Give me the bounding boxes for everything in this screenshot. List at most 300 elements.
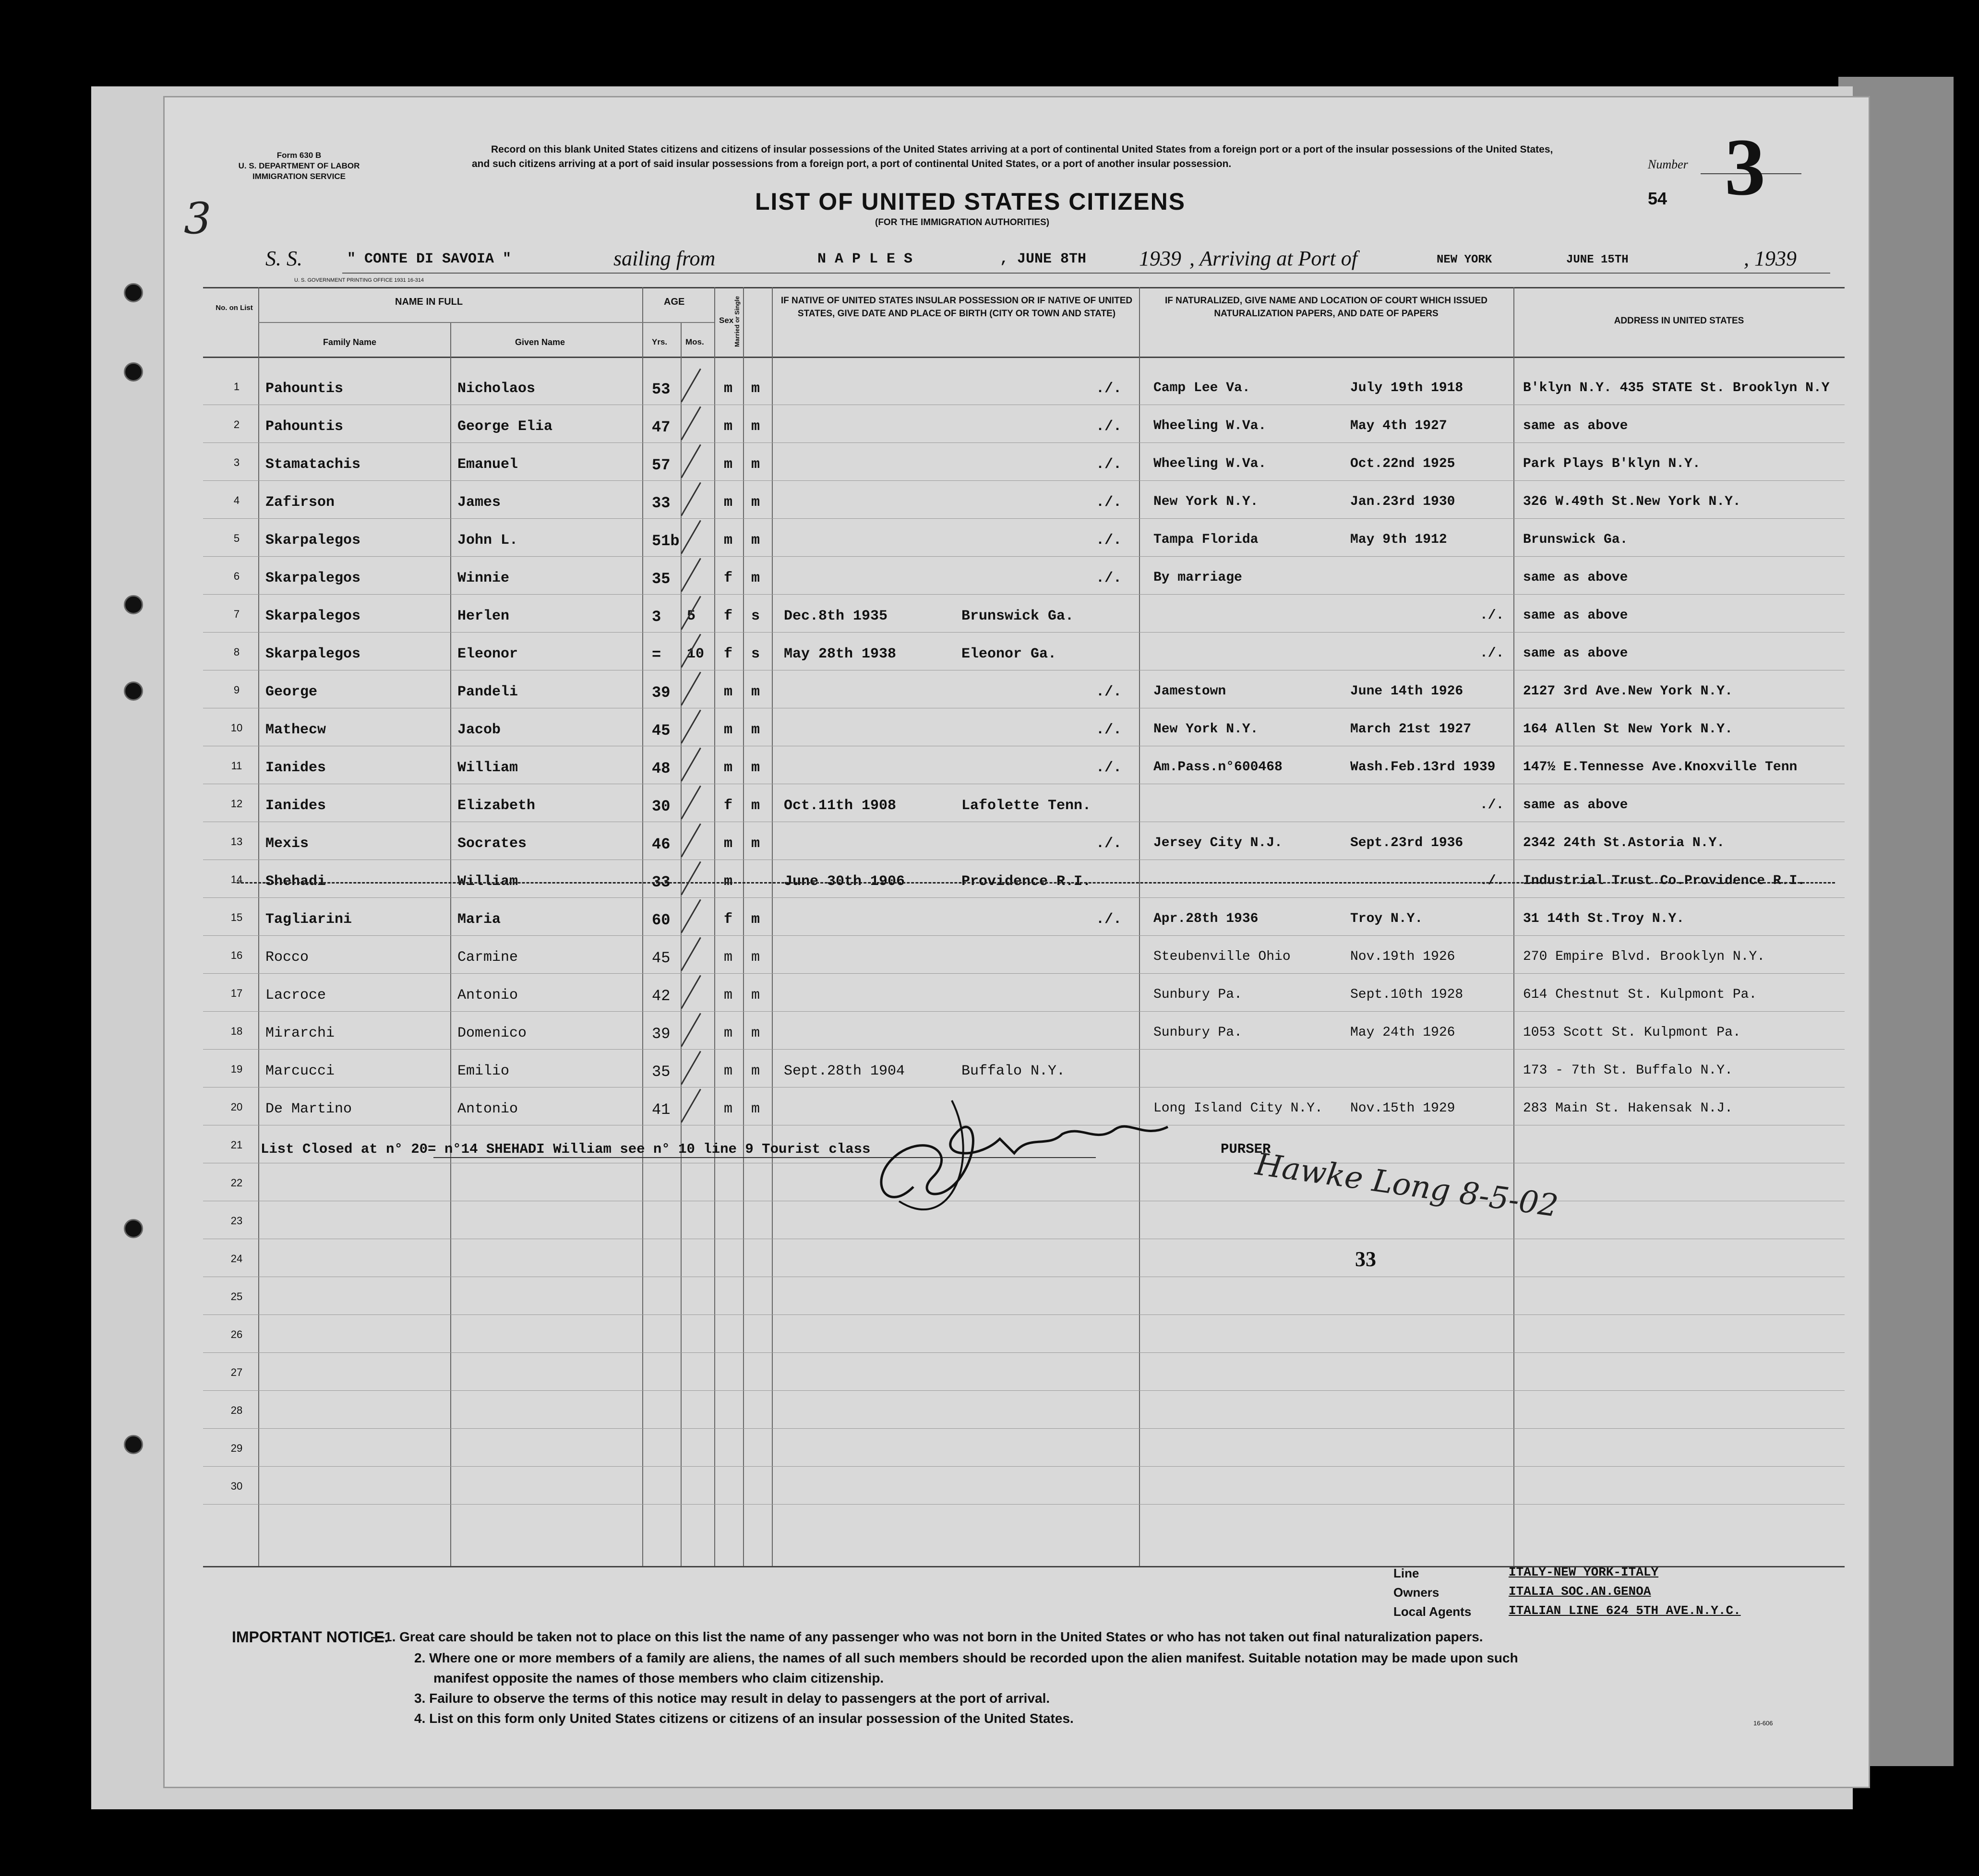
naturalization-court: New York N.Y. [1153, 722, 1259, 737]
margin-handwritten-number: 3 [184, 193, 212, 244]
family-name: Mexis [265, 836, 309, 852]
department-name: U. S. DEPARTMENT OF LABOR [238, 161, 360, 170]
row-rule [203, 1428, 1845, 1429]
marital-status: m [751, 722, 760, 738]
naturalization-date: Nov.15th 1929 [1350, 1101, 1455, 1116]
row-rule [203, 1504, 1845, 1505]
sex: m [724, 1063, 733, 1079]
check-mark [681, 406, 701, 441]
marital-status: m [751, 987, 760, 1004]
marital-status: m [751, 456, 760, 473]
binder-hole [124, 681, 143, 701]
table-header-border [203, 357, 1845, 358]
row-number: 17 [230, 987, 243, 999]
owners-label: Owners [1393, 1585, 1439, 1600]
table-top-border [203, 287, 1845, 288]
check-mark [681, 937, 701, 971]
birth-place: ./. [1096, 722, 1122, 738]
naturalization-court: Sunbury Pa. [1153, 1025, 1242, 1040]
us-address: Brunswick Ga. [1523, 532, 1628, 547]
row-number: 10 [230, 722, 243, 734]
given-name: James [457, 494, 501, 511]
family-name: Marcucci [265, 1063, 335, 1079]
check-mark [681, 748, 701, 782]
us-address: same as above [1523, 798, 1628, 813]
page-number-stamp: 33 [1355, 1247, 1376, 1271]
row-number: 12 [230, 798, 243, 810]
ship-name: " CONTE DI SAVOIA " [347, 251, 512, 267]
sex: m [724, 418, 733, 435]
given-name: William [457, 873, 518, 890]
age-years: 42 [652, 987, 671, 1005]
sex: m [724, 987, 733, 1004]
check-mark [681, 975, 701, 1009]
naturalization-date: Troy N.Y. [1350, 911, 1423, 926]
col-divider [258, 287, 259, 1566]
sailing-year: 1939 [1139, 247, 1181, 270]
owners-value: ITALIA SOC.AN.GENOA [1509, 1584, 1651, 1599]
age-years: 46 [652, 836, 671, 853]
col-given-name: Given Name [515, 337, 565, 347]
notice-item-2-cont: manifest opposite the names of those members who claim citizenship. [433, 1671, 884, 1685]
marital-status: m [751, 1025, 760, 1041]
marital-status: m [751, 381, 760, 397]
col-sex: Sex [719, 316, 734, 325]
row-rule [203, 1011, 1845, 1012]
family-name: Rocco [265, 949, 309, 966]
signature-stroke [881, 1126, 1168, 1197]
voyage-underline [342, 273, 1830, 274]
purser-label: PURSER [1221, 1141, 1271, 1157]
birth-place: ./. [1096, 381, 1122, 397]
sex: m [724, 456, 733, 473]
given-name: John L. [457, 532, 518, 549]
naturalization-date: Jan.23rd 1930 [1350, 494, 1455, 509]
stamp-number: 54 [1648, 189, 1667, 208]
marital-status: m [751, 418, 760, 435]
birth-place: Brunswick Ga. [961, 608, 1074, 624]
family-name: Skarpalegos [265, 608, 361, 624]
row-rule [203, 973, 1845, 974]
birth-place: Eleonor Ga. [961, 646, 1057, 662]
row-number: 15 [230, 911, 243, 923]
closing-note: List Closed at n° 20= n°14 SHEHADI William see n° 10 line 9 Tourist class [261, 1141, 871, 1157]
col-address: ADDRESS IN UNITED STATES [1614, 316, 1744, 326]
check-mark [681, 369, 701, 403]
us-address: same as above [1523, 418, 1628, 433]
sex: f [724, 646, 733, 662]
birth-date: Oct.11th 1908 [784, 798, 897, 814]
agents-label: Local Agents [1393, 1604, 1472, 1619]
family-name: Skarpalegos [265, 532, 361, 549]
check-mark [681, 596, 701, 630]
naturalization-date: June 14th 1926 [1350, 684, 1463, 699]
row-rule [203, 897, 1845, 898]
purser-signature [856, 1081, 1201, 1235]
us-address: 283 Main St. Hakensak N.J. [1523, 1101, 1733, 1116]
naturalization-court: ./. [1480, 608, 1504, 623]
row-number: 14 [230, 873, 243, 885]
printing-note: U. S. GOVERNMENT PRINTING OFFICE 1931 16-314 [294, 277, 424, 283]
binder-hole [124, 595, 143, 614]
form-id [208, 150, 390, 182]
empty-row-number: 28 [230, 1404, 243, 1416]
naturalization-court: Steubenville Ohio [1153, 949, 1291, 964]
row-number: 1 [233, 381, 240, 393]
us-address: 164 Allen St New York N.Y. [1523, 722, 1733, 737]
row-number: 16 [230, 949, 243, 961]
age-years: 30 [652, 798, 671, 815]
row-rule [203, 1314, 1845, 1315]
naturalization-court: Wheeling W.Va. [1153, 418, 1267, 433]
given-name: Antonio [457, 1101, 518, 1117]
marital-status: m [751, 532, 760, 549]
sex: m [724, 760, 733, 776]
family-name: Skarpalegos [265, 570, 361, 586]
sex: f [724, 570, 733, 586]
row-number: 20 [230, 1101, 243, 1113]
row-number: 13 [230, 836, 243, 848]
page-subtitle: (FOR THE IMMIGRATION AUTHORITIES) [875, 217, 1050, 227]
marital-status: m [751, 836, 760, 852]
empty-row-number: 26 [230, 1328, 243, 1340]
given-name: Nicholaos [457, 381, 536, 397]
col-name-in-full: NAME IN FULL [395, 297, 463, 307]
arriving-label: , Arriving at Port of [1189, 247, 1357, 270]
col-divider [450, 323, 451, 1566]
sex: m [724, 949, 733, 966]
birth-place: ./. [1096, 911, 1122, 928]
birth-date: Dec.8th 1935 [784, 608, 888, 624]
age-years: 45 [652, 949, 671, 967]
col-divider [714, 287, 715, 1566]
check-mark [681, 861, 701, 896]
age-years: 41 [652, 1101, 671, 1119]
service-name: IMMIGRATION SERVICE [252, 172, 346, 181]
given-name: Maria [457, 911, 501, 928]
naturalization-date: Wash.Feb.13rd 1939 [1350, 760, 1496, 775]
family-name: Mirarchi [265, 1025, 335, 1041]
col-naturalized: IF NATURALIZED, GIVE NAME AND LOCATION OF COURT WHICH ISSUED NATURALIZATION PAPERS, AND DATE OF PAPERS [1164, 296, 1487, 319]
sex: f [724, 608, 733, 624]
check-mark [681, 1051, 701, 1085]
given-name: Winnie [457, 570, 510, 586]
family-name: Stamatachis [265, 456, 361, 473]
naturalization-date: May 4th 1927 [1350, 418, 1447, 433]
birth-place: Providence R.I. [961, 873, 1091, 890]
age-years: 35 [652, 570, 671, 588]
col-divider [772, 287, 773, 1566]
age-months: 5 [687, 608, 696, 624]
age-years: 51b [652, 532, 680, 550]
us-address: 147½ E.Tennesse Ave.Knoxville Tenn [1523, 760, 1798, 775]
col-mos: Mos. [685, 337, 704, 347]
sex: m [724, 381, 733, 397]
given-name: William [457, 760, 518, 776]
family-name: George [265, 684, 318, 700]
page-title: LIST OF UNITED STATES CITIZENS [755, 188, 1186, 215]
row-rule [203, 442, 1845, 443]
row-number: 3 [233, 456, 240, 468]
age-years: 60 [652, 911, 671, 929]
row-number: 18 [230, 1025, 243, 1037]
age-months: 10 [687, 646, 705, 662]
age-years: 48 [652, 760, 671, 777]
us-address: 2342 24th St.Astoria N.Y. [1523, 836, 1725, 850]
notice-item-3: 3. Failure to observe the terms of this notice may result in delay to passengers at the port of arrival. [414, 1691, 1050, 1706]
row-number: 6 [233, 570, 240, 582]
naturalization-court: ./. [1480, 798, 1504, 813]
us-address: 31 14th St.Troy N.Y. [1523, 911, 1685, 926]
birth-place: ./. [1096, 418, 1122, 435]
birth-place: ./. [1096, 684, 1122, 700]
voyage-line [265, 246, 302, 271]
age-years: = [652, 646, 661, 664]
col-native-birth: IF NATIVE OF UNITED STATES INSULAR POSSESSION OR IF NATIVE OF UNITED STATES, GIVE DATE AND PLACE OF BIRTH (CITY OR TOWN AND STATE) [780, 296, 1133, 319]
row-number: 7 [233, 608, 240, 620]
empty-row-number: 23 [230, 1215, 243, 1227]
notice-item-4: 4. List on this form only United States citizens or citizens of an insular possession of the United States. [414, 1711, 1074, 1726]
col-divider [642, 287, 643, 1566]
sex: m [724, 722, 733, 738]
age-years: 35 [652, 1063, 671, 1081]
age-years: 57 [652, 456, 671, 474]
naturalization-court: ./. [1480, 646, 1504, 661]
marital-status: m [751, 1063, 760, 1079]
naturalization-court: Sunbury Pa. [1153, 987, 1242, 1002]
given-name: Emanuel [457, 456, 518, 473]
sex: m [724, 1101, 733, 1117]
sex: m [724, 684, 733, 700]
given-name: Socrates [457, 836, 527, 852]
row-number: 5 [233, 532, 240, 544]
check-mark [681, 672, 701, 706]
age-years: 33 [652, 873, 671, 891]
age-years: 47 [652, 418, 671, 436]
family-name: Pahountis [265, 381, 344, 397]
list-number: 3 [1725, 122, 1765, 212]
check-mark [681, 482, 701, 516]
naturalization-court: By marriage [1153, 570, 1242, 585]
col-divider [743, 287, 744, 1566]
birth-date: May 28th 1938 [784, 646, 897, 662]
birth-place: ./. [1096, 836, 1122, 852]
col-divider [1139, 287, 1140, 1566]
sex: f [724, 911, 733, 928]
given-name: George Elia [457, 418, 553, 435]
sex: m [724, 1025, 733, 1041]
birth-place: ./. [1096, 570, 1122, 586]
us-address: 270 Empire Blvd. Brooklyn N.Y. [1523, 949, 1765, 964]
us-address: 614 Chestnut St. Kulpmont Pa. [1523, 987, 1757, 1002]
sex: m [724, 873, 733, 890]
naturalization-court: Apr.28th 1936 [1153, 911, 1259, 926]
binder-hole [124, 283, 143, 302]
naturalization-court: Jersey City N.J. [1153, 836, 1283, 850]
agents-value: ITALIAN LINE 624 5TH AVE.N.Y.C. [1509, 1603, 1741, 1618]
naturalization-date: May 9th 1912 [1350, 532, 1447, 547]
naturalization-court: Long Island City N.Y. [1153, 1101, 1323, 1116]
row-rule [203, 632, 1845, 633]
binder-hole [124, 1219, 143, 1238]
given-name: Pandeli [457, 684, 518, 700]
naturalization-court: ./. [1480, 873, 1504, 888]
row-number: 19 [230, 1063, 243, 1075]
sailing-port: N A P L E S [817, 251, 913, 267]
empty-row-number: 30 [230, 1480, 243, 1492]
us-address: 326 W.49th St.New York N.Y. [1523, 494, 1741, 509]
arrival-date: JUNE 15TH [1566, 253, 1629, 266]
row-rule [203, 594, 1845, 595]
col-family-name: Family Name [323, 337, 377, 347]
family-name: Tagliarini [265, 911, 352, 928]
col-married-single: Married or Single [733, 296, 741, 347]
check-mark [681, 520, 701, 554]
age-years: 45 [652, 722, 671, 740]
row-rule [203, 935, 1845, 936]
row-rule [203, 556, 1845, 557]
subheader-rule [258, 322, 714, 323]
marital-status: m [751, 949, 760, 966]
age-years: 3 [652, 608, 661, 626]
given-name: Jacob [457, 722, 501, 738]
empty-row-number: 24 [230, 1253, 243, 1265]
birth-place: ./. [1096, 760, 1122, 776]
empty-row-number: 21 [230, 1139, 243, 1151]
age-years: 33 [652, 494, 671, 512]
us-address: 173 - 7th St. Buffalo N.Y. [1523, 1063, 1733, 1078]
naturalization-date: Sept.23rd 1936 [1350, 836, 1463, 850]
age-years: 39 [652, 1025, 671, 1043]
empty-row-number: 29 [230, 1442, 243, 1454]
given-name: Eleonor [457, 646, 518, 662]
check-mark [681, 899, 701, 933]
sex: m [724, 494, 733, 511]
sailing-date: , JUNE 8TH [1000, 251, 1087, 267]
sex: f [724, 798, 733, 814]
strike-through [237, 882, 1835, 884]
us-address: 2127 3rd Ave.New York N.Y. [1523, 684, 1733, 699]
family-name: Mathecw [265, 722, 326, 738]
us-address: Industrial Trust Co.Providence R.I. [1523, 873, 1806, 888]
given-name: Carmine [457, 949, 518, 966]
family-name: De Martino [265, 1101, 352, 1117]
empty-row-number: 25 [230, 1290, 243, 1302]
row-rule [203, 1466, 1845, 1467]
notice-item-1: —1. Great care should be taken not to place on this list the name of any passenger who was not born in the United States or who has not taken out final naturalization papers. [371, 1629, 1483, 1644]
col-age: AGE [664, 297, 685, 307]
marital-status: m [751, 760, 760, 776]
col-divider [681, 323, 682, 1566]
marital-status: s [751, 608, 760, 624]
manifest-sheet [163, 96, 1870, 1788]
col-divider [1513, 287, 1514, 1566]
check-mark [681, 1013, 701, 1047]
check-mark [681, 710, 701, 744]
binder-hole [124, 362, 143, 382]
birth-place: Lafolette Tenn. [961, 798, 1091, 814]
record-notice: Record on this blank United States citizens and citizens of insular possessions of the United States arriving at a port of continental United States from a foreign port or a port of the insular possessions of the United States, and such citizens arriving at a port of said insular possessions from a foreign port, a port of continental United States, or a port of another insular possession. [472, 144, 1553, 169]
us-address: same as above [1523, 570, 1628, 585]
marital-status: m [751, 684, 760, 700]
us-address: same as above [1523, 646, 1628, 661]
family-name: Ianides [265, 798, 326, 814]
arrival-port: NEW YORK [1437, 253, 1492, 266]
family-name: Skarpalegos [265, 646, 361, 662]
us-address: same as above [1523, 608, 1628, 623]
given-name: Emilio [457, 1063, 510, 1079]
number-label: Number [1648, 157, 1688, 171]
check-mark [681, 1089, 701, 1123]
marital-status: m [751, 911, 760, 928]
naturalization-date: May 24th 1926 [1350, 1025, 1455, 1040]
line-label: Line [1393, 1566, 1419, 1580]
col-no-on-list: No. on List [216, 304, 253, 312]
given-name: Elizabeth [457, 798, 536, 814]
family-name: Pahountis [265, 418, 344, 435]
notice-item-2: 2. Where one or more members of a family are aliens, the names of all such members should be recorded upon the alien manifest. Suitable notation may be made upon such [414, 1650, 1518, 1665]
marital-status: m [751, 798, 760, 814]
naturalization-date: Nov.19th 1926 [1350, 949, 1455, 964]
birth-place: ./. [1096, 494, 1122, 511]
form-number: Form 630 B [276, 151, 322, 160]
form-code: 16-606 [1753, 1720, 1773, 1727]
row-rule [203, 1390, 1845, 1391]
ss-label: S. S. [265, 247, 302, 270]
row-number: 8 [233, 646, 240, 658]
row-number: 4 [233, 494, 240, 506]
row-rule [203, 518, 1845, 519]
marital-status: m [751, 1101, 760, 1117]
empty-row-number: 27 [230, 1366, 243, 1378]
birth-date: Sept.28th 1904 [784, 1063, 905, 1079]
sex: m [724, 532, 733, 549]
row-rule [203, 1352, 1845, 1353]
naturalization-date: Oct.22nd 1925 [1350, 456, 1455, 471]
family-name: Lacroce [265, 987, 326, 1004]
row-number: 11 [231, 760, 242, 772]
naturalization-court: New York N.Y. [1153, 494, 1259, 509]
marital-status: s [751, 646, 760, 662]
family-name: Ianides [265, 760, 326, 776]
marital-status: m [751, 494, 760, 511]
naturalization-court: Camp Lee Va. [1153, 381, 1250, 395]
row-number: 9 [233, 684, 240, 696]
marital-status: m [751, 570, 760, 586]
row-number: 2 [233, 418, 240, 430]
family-name: Zafirson [265, 494, 335, 511]
row-rule [203, 1049, 1845, 1050]
sex: m [724, 836, 733, 852]
us-address: B'klyn N.Y. 435 STATE St. Brooklyn N.Y [1523, 381, 1830, 395]
naturalization-date: Sept.10th 1928 [1350, 987, 1463, 1002]
us-address: 1053 Scott St. Kulpmont Pa. [1523, 1025, 1741, 1040]
given-name: Antonio [457, 987, 518, 1004]
naturalization-date: March 21st 1927 [1350, 722, 1472, 737]
naturalization-court: Am.Pass.n°600468 [1153, 760, 1283, 775]
line-value: ITALY-NEW YORK-ITALY [1509, 1565, 1659, 1579]
empty-row-number: 22 [230, 1177, 243, 1189]
family-name: Shehadi [265, 873, 326, 890]
binder-hole [124, 1435, 143, 1454]
age-years: 53 [652, 381, 671, 398]
birth-date: June 30th 1906 [784, 873, 905, 890]
sailing-from-label: sailing from [613, 247, 716, 270]
handwritten-note: Hawke Long 8-5-02 [1253, 1147, 1560, 1224]
row-rule [203, 480, 1845, 481]
check-mark [681, 444, 701, 478]
check-mark [681, 786, 701, 820]
